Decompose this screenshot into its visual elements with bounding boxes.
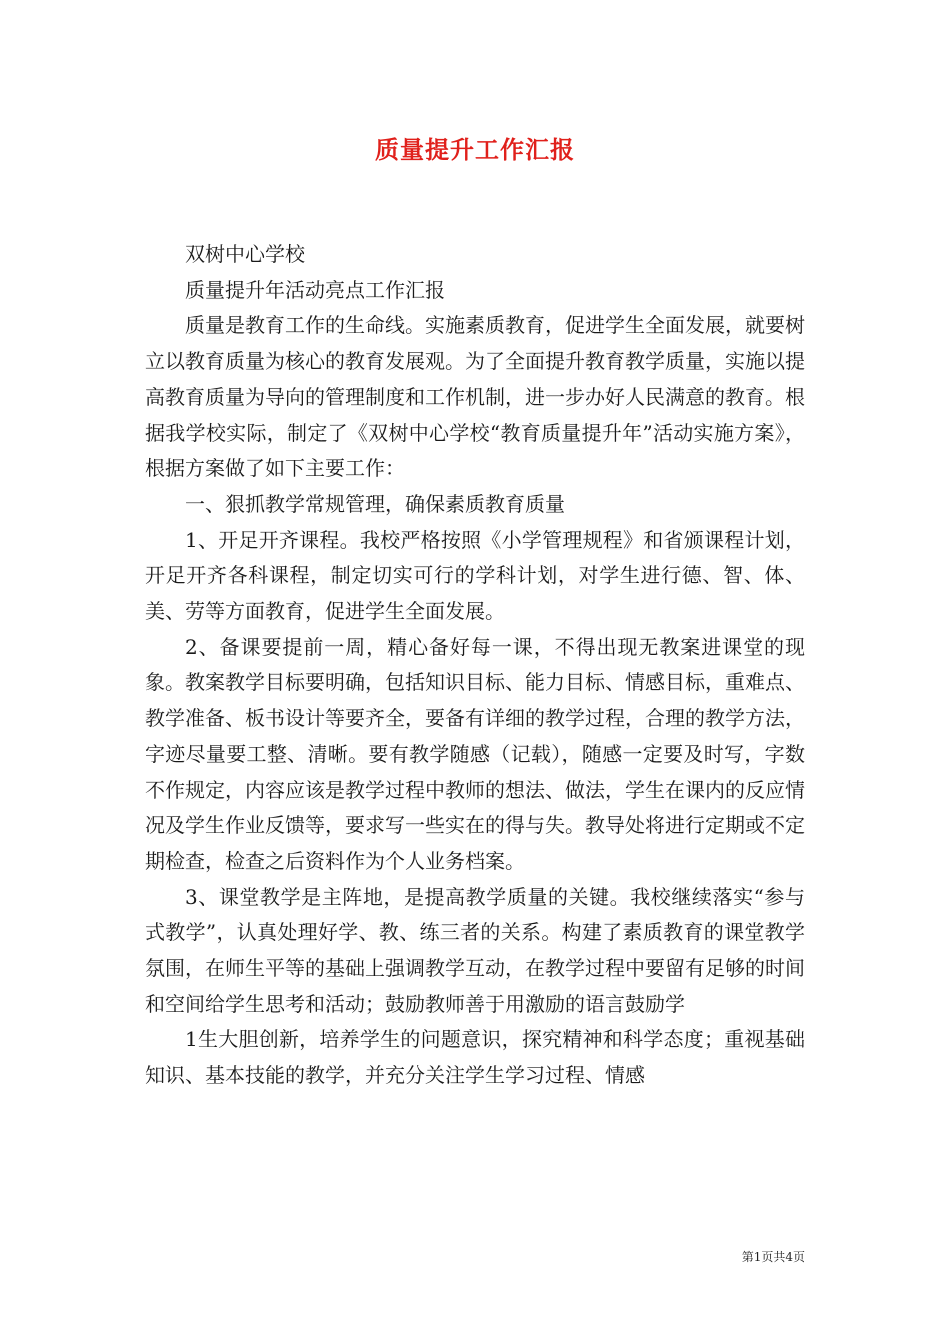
paragraph-intro: 质量是教育工作的生命线。实施素质教育，促进学生全面发展，就要树立以教育质量为核心的教育发展观。为了全面提升教育教学质量，实施以提高教育质量为导向的管理制度和工作机制，进一步办好人民满意的教育。根据我学校实际，制定了《双树中心学校“教育质量提升年”活动实施方案》，根据方案做了如下主要工作：: [145, 313, 805, 481]
section-heading-1: 一、狠抓教学常规管理，确保素质教育质量: [185, 491, 565, 516]
paragraph-continuation: 1生大胆创新，培养学生的问题意识，探究精神和科学态度；重视基础知识、基本技能的教学，并充分关注学生学习过程、情感: [145, 1027, 805, 1088]
page-title: 质量提升工作汇报: [375, 135, 575, 164]
document-body: [145, 237, 805, 1094]
paragraph-item-2: 2、备课要提前一周，精心备好每一课，不得出现无教案进课堂的现象。教案教学目标要明确，包括知识目标、能力目标、情感目标，重难点、教学准备、板书设计等要齐全，要备有详细的教学过程，合理的教学方法，字迹尽量要工整、清晰。要有教学随感（记载），随感一定要及时写，字数不作规定，内容应该是教学过程中教师的想法、做法，学生在课内的反应情况及学生作业反馈等，要求写一些实在的得与失。教导处将进行定期或不定期检查，检查之后资料作为个人业务档案。: [145, 634, 805, 873]
paragraph-school-name: 双树中心学校: [185, 242, 305, 266]
paragraph-item-1: 1、开足开齐课程。我校严格按照《小学管理规程》和省颁课程计划，开足开齐各科课程，制定切实可行的学科计划，对学生进行德、智、体、美、劳等方面教育，促进学生全面发展。: [145, 527, 805, 624]
paragraph-item-3: 3、课堂教学是主阵地，是提高教学质量的关键。我校继续落实“参与式教学”，认真处理好学、教、练三者的关系。构建了素质教育的课堂教学氛围，在师生平等的基础上强调教学互动，在教学过程中要留有足够的时间和空间给学生思考和活动；鼓励教师善于用激励的语言鼓励学: [145, 884, 805, 1016]
page-number: 第1页共4页: [741, 1250, 805, 1264]
paragraph-subtitle: 质量提升年活动亮点工作汇报: [185, 277, 445, 302]
